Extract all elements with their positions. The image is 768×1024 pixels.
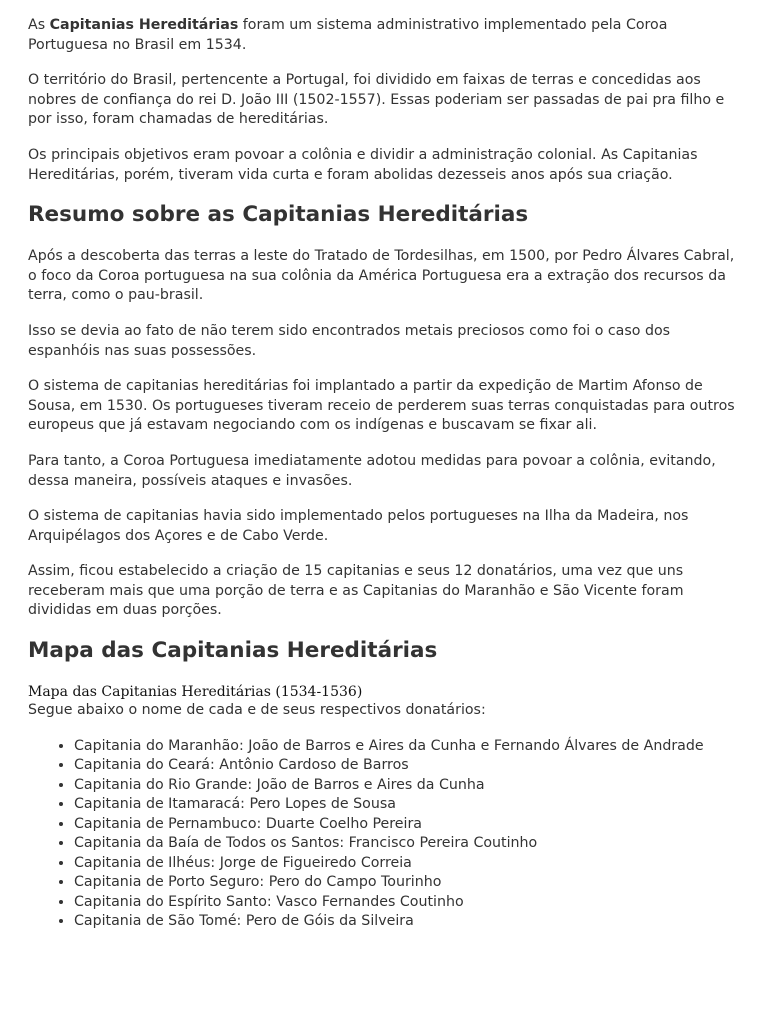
list-item: • Capitania de Ilhéus: Jorge de Figueiredo Correia — [74, 854, 738, 874]
resumo-paragraph-2: Isso se devia ao fato de não terem sido encontrados metais preciosos como foi o caso dos espanhóis nas suas possessões. — [28, 322, 671, 359]
intro-paragraph-2: O território do Brasil, pertencente a Portugal, foi dividido em faixas de terras e concedidas aos nobres de confiança do rei D. João III (1502-1557). Essas poderiam ser passadas de pai pra filho e por isso, foram chamadas de hereditárias. — [28, 72, 725, 128]
list-item: • Capitania do Espírito Santo: Vasco Fernandes Coutinho — [74, 893, 738, 913]
donatarios-list — [28, 737, 738, 932]
resumo-paragraph-4: Para tanto, a Coroa Portuguesa imediatamente adotou medidas para povoar a colônia, evitando, dessa maneira, possíveis ataques e invasões. — [28, 452, 716, 489]
list-item: • Capitania de São Tomé: Pero de Góis da Silveira — [74, 912, 738, 932]
intro-paragraph-3: Os principais objetivos eram povoar a colônia e dividir a administração colonial. As Capitanias Hereditárias, porém, tiveram vida curta e foram abolidas dezesseis anos após sua criação. — [28, 146, 698, 183]
resumo-heading: Resumo sobre as Capitanias Hereditárias — [28, 202, 529, 228]
mapa-heading: Mapa das Capitanias Hereditárias — [28, 638, 438, 664]
list-item: • Capitania do Ceará: Antônio Cardoso de Barros — [74, 756, 738, 776]
resumo-paragraph-1: Após a descoberta das terras a leste do Tratado de Tordesilhas, em 1500, por Pedro Álvares Cabral, o foco da Coroa portuguesa na sua colônia da América Portuguesa era a extração dos recursos da terra, como o pau-brasil. — [28, 248, 735, 304]
intro-paragraph-1 — [28, 16, 738, 55]
intro-text-suffix: foram um sistema administrativo implementado pela Coroa Portuguesa no Brasil em 1534. — [28, 17, 668, 53]
intro-text-prefix: As — [28, 17, 50, 33]
list-item: • Capitania do Maranhão: João de Barros e Aires da Cunha e Fernando Álvares de Andrade — [74, 737, 738, 757]
list-item: • Capitania de Itamaracá: Pero Lopes de Sousa — [74, 795, 738, 815]
resumo-paragraph-6: Assim, ficou estabelecido a criação de 15 capitanias e seus 12 donatários, uma vez que uns receberam mais que uma porção de terra e as Capitanias do Maranhão e São Vicente foram divididas em duas porções. — [28, 563, 684, 619]
resumo-paragraph-5: O sistema de capitanias havia sido implementado pelos portugueses na Ilha da Madeira, nos Arquipélagos dos Açores e de Cabo Verde. — [28, 508, 689, 544]
list-item: • Capitania da Baía de Todos os Santos: Francisco Pereira Coutinho — [74, 834, 738, 854]
list-intro: Segue abaixo o nome de cada e de seus respectivos donatários: — [28, 702, 486, 719]
intro-bold-term: Capitanias Hereditárias — [49, 17, 239, 33]
map-caption: Mapa das Capitanias Hereditárias (1534-1536) — [28, 684, 363, 701]
resumo-paragraph-3: O sistema de capitanias hereditárias foi implantado a partir da expedição de Martim Afonso de Sousa, em 1530. Os portugueses tiveram receio de perderem suas terras conquistadas para outros europeus que já estavam negociando com os indígenas e buscavam se fixar ali. — [28, 378, 735, 434]
list-item: • Capitania de Porto Seguro: Pero do Campo Tourinho — [74, 873, 738, 893]
list-item: • Capitania de Pernambuco: Duarte Coelho Pereira — [74, 815, 738, 835]
list-item: • Capitania do Rio Grande: João de Barros e Aires da Cunha — [74, 776, 738, 796]
